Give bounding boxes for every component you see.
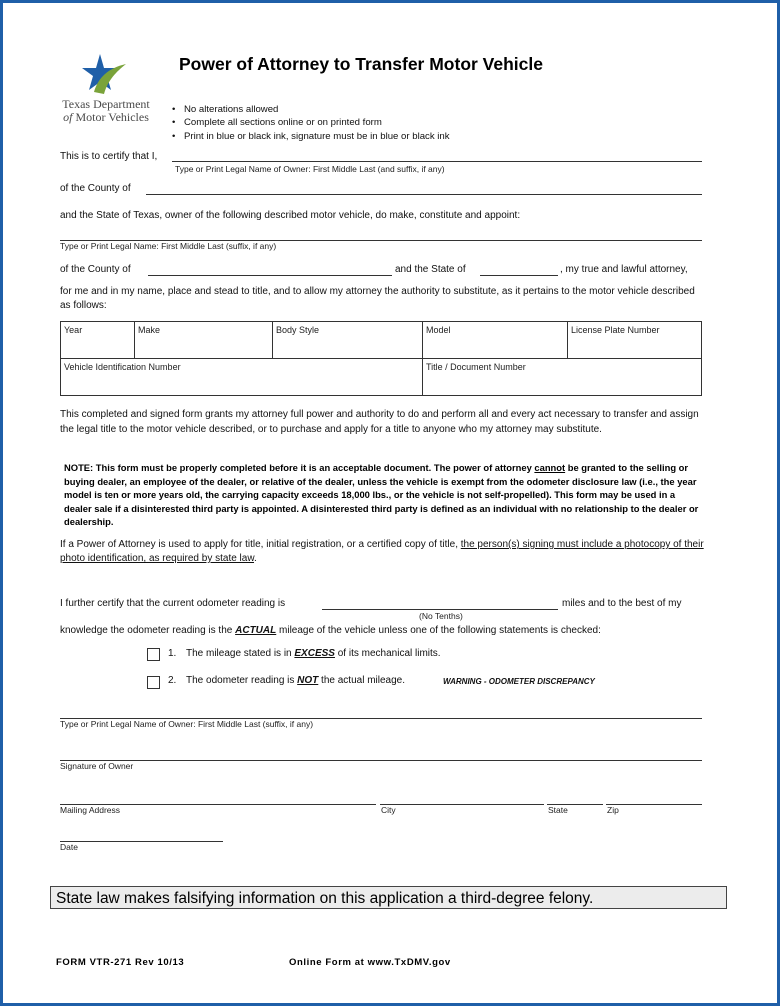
title-doc-cell[interactable] bbox=[423, 359, 702, 396]
excess-checkbox[interactable] bbox=[147, 648, 160, 661]
vehicle-table bbox=[60, 321, 702, 396]
attorney-name-label: Type or Print Legal Name: First Middle Last (suffix, if any) bbox=[60, 241, 277, 251]
year-cell[interactable] bbox=[61, 322, 135, 359]
model-label: Model bbox=[426, 325, 451, 335]
note-cannot: cannot bbox=[534, 462, 566, 473]
knowledge-b: mileage of the vehicle unless one of the following statements is checked: bbox=[276, 625, 601, 636]
opt2-b: the actual mileage. bbox=[318, 675, 405, 686]
owner-name-label: Type or Print Legal Name of Owner: First Middle Last (and suffix, if any) bbox=[175, 164, 445, 174]
owner-county-field[interactable] bbox=[146, 194, 702, 195]
not-word: NOT bbox=[297, 675, 319, 686]
option-1-text bbox=[186, 648, 441, 659]
odometer-knowledge bbox=[60, 625, 601, 636]
photo-id-underlined: the person(s) signing must include a photocopy of their photo identification, as required by state law bbox=[60, 539, 704, 564]
bullet-item: • No alterations allowed bbox=[172, 103, 450, 116]
body-style-cell[interactable] bbox=[273, 322, 423, 359]
option-2-num: 2. bbox=[168, 675, 177, 686]
agency-line-2: Motor Vehicles bbox=[75, 110, 149, 124]
online-form-link[interactable]: Online Form at www.TxDMV.gov bbox=[289, 957, 451, 968]
agency-of: of bbox=[63, 110, 73, 124]
title-doc-label: Title / Document Number bbox=[426, 362, 526, 372]
excess-word: EXCESS bbox=[294, 648, 335, 659]
not-actual-checkbox[interactable] bbox=[147, 676, 160, 689]
city-field[interactable] bbox=[380, 804, 544, 805]
purpose-text: for me and in my name, place and stead to title, and to allow my attorney the authority to substitute, as it pertains to the motor vehicle described as follows: bbox=[60, 286, 695, 311]
bullet-item: • Print in blue or black ink, signature must be in blue or black ink bbox=[172, 130, 450, 143]
body-style-label: Body Style bbox=[276, 325, 320, 335]
owner-state-text: and the State of Texas, owner of the following described motor vehicle, do make, constitute and appoint: bbox=[60, 210, 521, 221]
owner-signature-field[interactable] bbox=[60, 760, 702, 761]
owner-county-label: of the County of bbox=[60, 183, 131, 194]
note-paragraph bbox=[64, 461, 704, 529]
make-cell[interactable] bbox=[135, 322, 273, 359]
attorney-county-field[interactable] bbox=[148, 275, 392, 276]
felony-warning-banner: State law makes falsifying information on this application a third-degree felony. bbox=[50, 886, 727, 909]
txdmv-star-logo-icon bbox=[78, 52, 130, 98]
city-label: City bbox=[381, 805, 396, 815]
vin-cell[interactable] bbox=[61, 359, 423, 396]
opt1-a: The mileage stated is in bbox=[186, 648, 295, 659]
attorney-state-label: and the State of bbox=[395, 264, 466, 275]
owner-signature-label: Signature of Owner bbox=[60, 761, 134, 771]
owner-print-name-label: Type or Print Legal Name of Owner: First Middle Last (suffix, if any) bbox=[60, 719, 314, 729]
option-1-num: 1. bbox=[168, 648, 177, 659]
bullet-item: • Complete all sections online or on printed form bbox=[172, 116, 450, 129]
true-lawful-text: , my true and lawful attorney, bbox=[560, 264, 688, 275]
owner-name-field[interactable] bbox=[172, 161, 702, 162]
model-cell[interactable] bbox=[423, 322, 568, 359]
knowledge-a: knowledge the odometer reading is the bbox=[60, 625, 236, 636]
attorney-county-label: of the County of bbox=[60, 264, 131, 275]
agency-name bbox=[51, 98, 161, 124]
photo-id-end: . bbox=[254, 553, 257, 564]
odometer-reading-field[interactable] bbox=[322, 609, 558, 610]
plate-cell[interactable] bbox=[568, 322, 702, 359]
actual-word: ACTUAL bbox=[235, 625, 277, 636]
photo-id-lead: If a Power of Attorney is used to apply for title, initial registration, or a certified copy of title, bbox=[60, 539, 461, 550]
vin-label: Vehicle Identification Number bbox=[64, 362, 181, 372]
photo-id-text bbox=[60, 538, 705, 566]
no-tenths-label: (No Tenths) bbox=[419, 611, 463, 621]
date-field[interactable] bbox=[60, 841, 223, 842]
zip-field[interactable] bbox=[606, 804, 702, 805]
instruction-bullets bbox=[172, 103, 450, 143]
form-number: FORM VTR-271 Rev 10/13 bbox=[56, 957, 185, 968]
year-label: Year bbox=[64, 325, 83, 335]
opt2-a: The odometer reading is bbox=[186, 675, 298, 686]
agency-line-1: Texas Department bbox=[62, 97, 150, 111]
plate-label: License Plate Number bbox=[571, 325, 660, 335]
odometer-certify: I further certify that the current odometer reading is bbox=[60, 598, 286, 609]
option-2-text bbox=[186, 675, 405, 686]
certify-text: This is to certify that I, bbox=[60, 151, 158, 162]
zip-label: Zip bbox=[607, 805, 619, 815]
form-title: Power of Attorney to Transfer Motor Vehicle bbox=[179, 54, 543, 74]
grant-text: This completed and signed form grants my attorney full power and authority to do and perform all and every act necessary to transfer and assign the legal title to the motor vehicle described, or to purchase and apply for a title to anyone who my attorney may substitute. bbox=[60, 409, 699, 435]
opt1-b: of its mechanical limits. bbox=[334, 648, 441, 659]
mailing-address-label: Mailing Address bbox=[60, 805, 121, 815]
note-rest: be granted to the selling or buying dealer, an employee of the dealer, or relative of the dealer, unless the vehicle is exempt from the odometer disclosure law (i.e., the year model is ten or more years old, the carrying capacity exceeds 18,000 lbs., or the vehicle is not self-propelled). This form may be used in a dealer sale if a disinterested third party is appointed. A disinterested third party is defined as an individual with no relationship to the dealer or dealership. bbox=[64, 462, 699, 527]
odometer-warning: WARNING - ODOMETER DISCREPANCY bbox=[443, 677, 595, 686]
attorney-state-field[interactable] bbox=[480, 275, 558, 276]
make-label: Make bbox=[138, 325, 161, 335]
date-label: Date bbox=[60, 842, 78, 852]
miles-text: miles and to the best of my bbox=[562, 598, 682, 609]
state-label: State bbox=[548, 805, 568, 815]
note-prefix: NOTE: This form must be properly completed before it is an acceptable document. The power of attorney bbox=[64, 462, 535, 473]
